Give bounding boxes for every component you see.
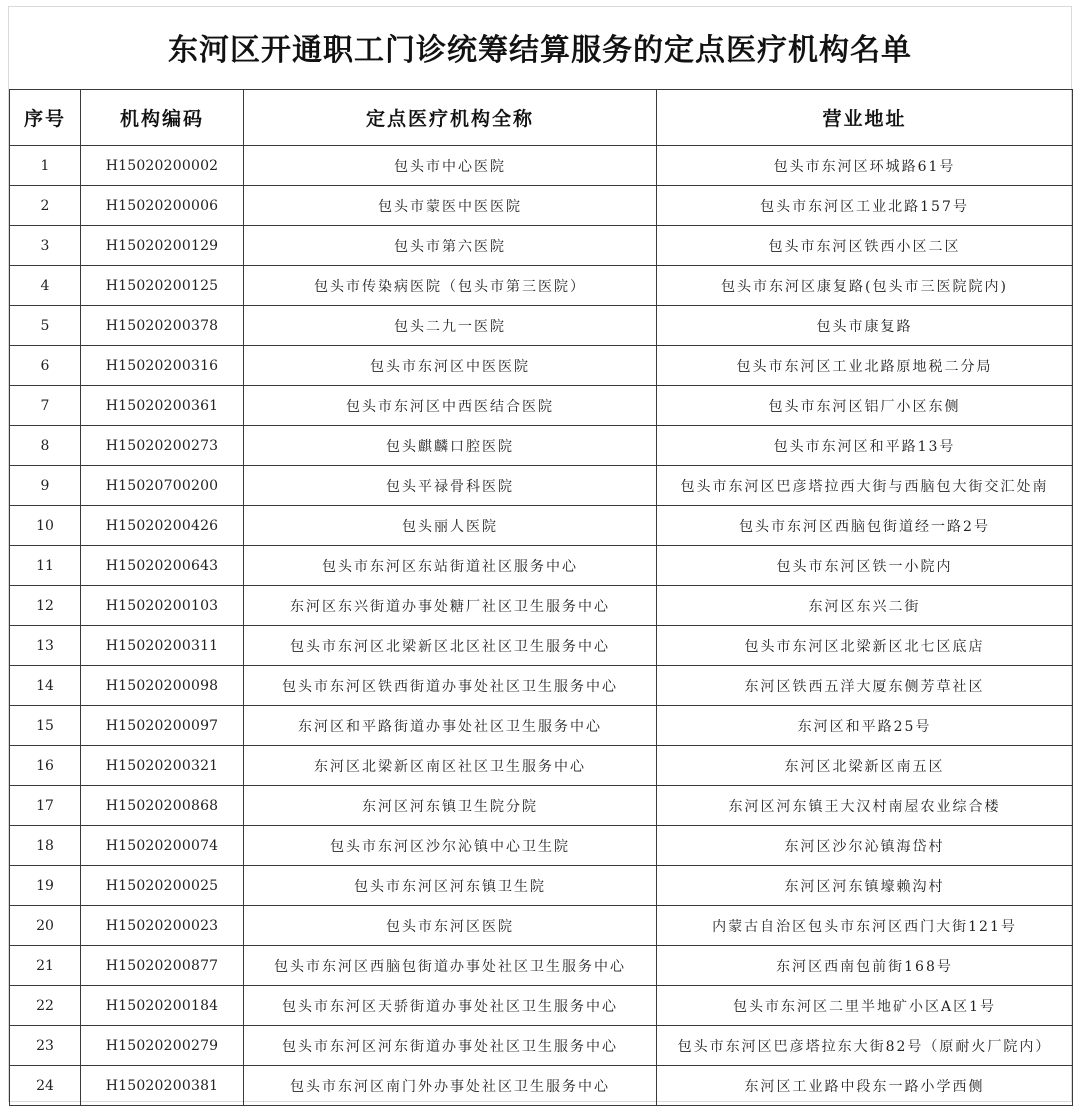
table-body — [10, 146, 1073, 1106]
cell-code: H15020200184 — [81, 986, 244, 1026]
cell-index: 24 — [10, 1066, 81, 1106]
cell-name: 包头市传染病医院（包头市第三医院） — [244, 266, 657, 306]
cell-code: H15020200643 — [81, 546, 244, 586]
cell-name: 包头市东河区西脑包街道办事处社区卫生服务中心 — [244, 946, 657, 986]
cell-code: H15020200006 — [81, 186, 244, 226]
cell-code: H15020200381 — [81, 1066, 244, 1106]
cell-name: 包头市东河区医院 — [244, 906, 657, 946]
table-row — [10, 866, 1073, 906]
cell-name: 包头市东河区南门外办事处社区卫生服务中心 — [244, 1066, 657, 1106]
cell-code: H15020200273 — [81, 426, 244, 466]
cell-code: H15020200103 — [81, 586, 244, 626]
table-header-row — [10, 90, 1073, 146]
cell-address: 东河区和平路25号 — [657, 706, 1073, 746]
cell-address: 包头市东河区康复路(包头市三医院院内) — [657, 266, 1073, 306]
cell-name: 包头市东河区河东镇卫生院 — [244, 866, 657, 906]
cell-index: 22 — [10, 986, 81, 1026]
cell-name: 包头市东河区天骄街道办事处社区卫生服务中心 — [244, 986, 657, 1026]
cell-code: H15020200097 — [81, 706, 244, 746]
cell-address: 包头市东河区铁一小院内 — [657, 546, 1073, 586]
cell-index: 4 — [10, 266, 81, 306]
cell-address: 东河区沙尔沁镇海岱村 — [657, 826, 1073, 866]
cell-index: 1 — [10, 146, 81, 186]
table-row — [10, 546, 1073, 586]
cell-index: 12 — [10, 586, 81, 626]
cell-name: 包头市蒙医中医医院 — [244, 186, 657, 226]
cell-address: 包头市东河区和平路13号 — [657, 426, 1073, 466]
cell-address: 包头市东河区北梁新区北七区底店 — [657, 626, 1073, 666]
cell-name: 包头市东河区沙尔沁镇中心卫生院 — [244, 826, 657, 866]
table-row — [10, 1026, 1073, 1066]
table-row — [10, 906, 1073, 946]
table-row — [10, 266, 1073, 306]
table-row — [10, 666, 1073, 706]
table-row — [10, 986, 1073, 1026]
cell-index: 8 — [10, 426, 81, 466]
cell-index: 10 — [10, 506, 81, 546]
cell-index: 18 — [10, 826, 81, 866]
table-row — [10, 186, 1073, 226]
cell-address: 包头市东河区西脑包街道经一路2号 — [657, 506, 1073, 546]
cell-code: H15020200361 — [81, 386, 244, 426]
cell-index: 14 — [10, 666, 81, 706]
table-row — [10, 946, 1073, 986]
table-row — [10, 306, 1073, 346]
cell-index: 23 — [10, 1026, 81, 1066]
cell-name: 包头麒麟口腔医院 — [244, 426, 657, 466]
cell-name: 包头市东河区河东街道办事处社区卫生服务中心 — [244, 1026, 657, 1066]
cell-index: 6 — [10, 346, 81, 386]
cell-code: H15020200321 — [81, 746, 244, 786]
cell-address: 包头市东河区铁西小区二区 — [657, 226, 1073, 266]
cell-code: H15020200316 — [81, 346, 244, 386]
institution-table — [9, 89, 1073, 1106]
cell-address: 包头市东河区二里半地矿小区A区1号 — [657, 986, 1073, 1026]
table-row — [10, 1066, 1073, 1106]
column-header-name: 定点医疗机构全称 — [244, 90, 657, 146]
table-row — [10, 786, 1073, 826]
cell-code: H15020200877 — [81, 946, 244, 986]
cell-name: 东河区北梁新区南区社区卫生服务中心 — [244, 746, 657, 786]
cell-address: 包头市康复路 — [657, 306, 1073, 346]
cell-address: 东河区河东镇壕赖沟村 — [657, 866, 1073, 906]
cell-address: 包头市东河区巴彦塔拉东大街82号（原耐火厂院内） — [657, 1026, 1073, 1066]
cell-name: 东河区东兴街道办事处糖厂社区卫生服务中心 — [244, 586, 657, 626]
cell-name: 包头市第六医院 — [244, 226, 657, 266]
cell-name: 包头市东河区东站街道社区服务中心 — [244, 546, 657, 586]
cell-code: H15020200868 — [81, 786, 244, 826]
cell-name: 包头市东河区北梁新区北区社区卫生服务中心 — [244, 626, 657, 666]
cell-code: H15020200129 — [81, 226, 244, 266]
cell-index: 9 — [10, 466, 81, 506]
table-row — [10, 746, 1073, 786]
cell-index: 21 — [10, 946, 81, 986]
cell-index: 20 — [10, 906, 81, 946]
column-header-code: 机构编码 — [81, 90, 244, 146]
cell-code: H15020200002 — [81, 146, 244, 186]
cell-index: 2 — [10, 186, 81, 226]
table-row — [10, 506, 1073, 546]
cell-name: 包头平禄骨科医院 — [244, 466, 657, 506]
cell-code: H15020200279 — [81, 1026, 244, 1066]
cell-index: 19 — [10, 866, 81, 906]
table-row — [10, 386, 1073, 426]
cell-address: 包头市东河区工业北路157号 — [657, 186, 1073, 226]
cell-code: H15020200074 — [81, 826, 244, 866]
cell-address: 包头市东河区巴彦塔拉西大街与西脑包大街交汇处南 — [657, 466, 1073, 506]
cell-address: 东河区铁西五洋大厦东侧芳草社区 — [657, 666, 1073, 706]
cell-name: 包头丽人医院 — [244, 506, 657, 546]
cell-name: 包头市中心医院 — [244, 146, 657, 186]
cell-code: H15020200311 — [81, 626, 244, 666]
cell-code: H15020700200 — [81, 466, 244, 506]
cell-address: 东河区河东镇王大汉村南屋农业综合楼 — [657, 786, 1073, 826]
cell-index: 3 — [10, 226, 81, 266]
cell-code: H15020200426 — [81, 506, 244, 546]
cell-address: 东河区工业路中段东一路小学西侧 — [657, 1066, 1073, 1106]
cell-index: 15 — [10, 706, 81, 746]
cell-index: 13 — [10, 626, 81, 666]
cell-name: 包头二九一医院 — [244, 306, 657, 346]
cell-code: H15020200025 — [81, 866, 244, 906]
cell-index: 7 — [10, 386, 81, 426]
cell-name: 包头市东河区中医医院 — [244, 346, 657, 386]
cell-address: 东河区西南包前街168号 — [657, 946, 1073, 986]
cell-address: 东河区东兴二街 — [657, 586, 1073, 626]
table-row — [10, 226, 1073, 266]
cell-code: H15020200023 — [81, 906, 244, 946]
cell-code: H15020200378 — [81, 306, 244, 346]
table-row — [10, 706, 1073, 746]
cell-address: 包头市东河区工业北路原地税二分局 — [657, 346, 1073, 386]
cell-address: 包头市东河区铝厂小区东侧 — [657, 386, 1073, 426]
cell-name: 包头市东河区铁西街道办事处社区卫生服务中心 — [244, 666, 657, 706]
column-header-address: 营业地址 — [657, 90, 1073, 146]
cell-code: H15020200098 — [81, 666, 244, 706]
cell-name: 东河区河东镇卫生院分院 — [244, 786, 657, 826]
cell-address: 东河区北梁新区南五区 — [657, 746, 1073, 786]
document-page — [8, 6, 1072, 1102]
table-row — [10, 826, 1073, 866]
cell-address: 包头市东河区环城路61号 — [657, 146, 1073, 186]
cell-index: 17 — [10, 786, 81, 826]
table-row — [10, 426, 1073, 466]
column-header-index: 序号 — [10, 90, 81, 146]
cell-name: 包头市东河区中西医结合医院 — [244, 386, 657, 426]
cell-address: 内蒙古自治区包头市东河区西门大街121号 — [657, 906, 1073, 946]
cell-index: 5 — [10, 306, 81, 346]
cell-index: 16 — [10, 746, 81, 786]
table-row — [10, 626, 1073, 666]
cell-code: H15020200125 — [81, 266, 244, 306]
cell-name: 东河区和平路街道办事处社区卫生服务中心 — [244, 706, 657, 746]
table-row — [10, 346, 1073, 386]
table-row — [10, 146, 1073, 186]
table-row — [10, 586, 1073, 626]
cell-index: 11 — [10, 546, 81, 586]
table-row — [10, 466, 1073, 506]
page-title: 东河区开通职工门诊统筹结算服务的定点医疗机构名单 — [168, 33, 912, 68]
